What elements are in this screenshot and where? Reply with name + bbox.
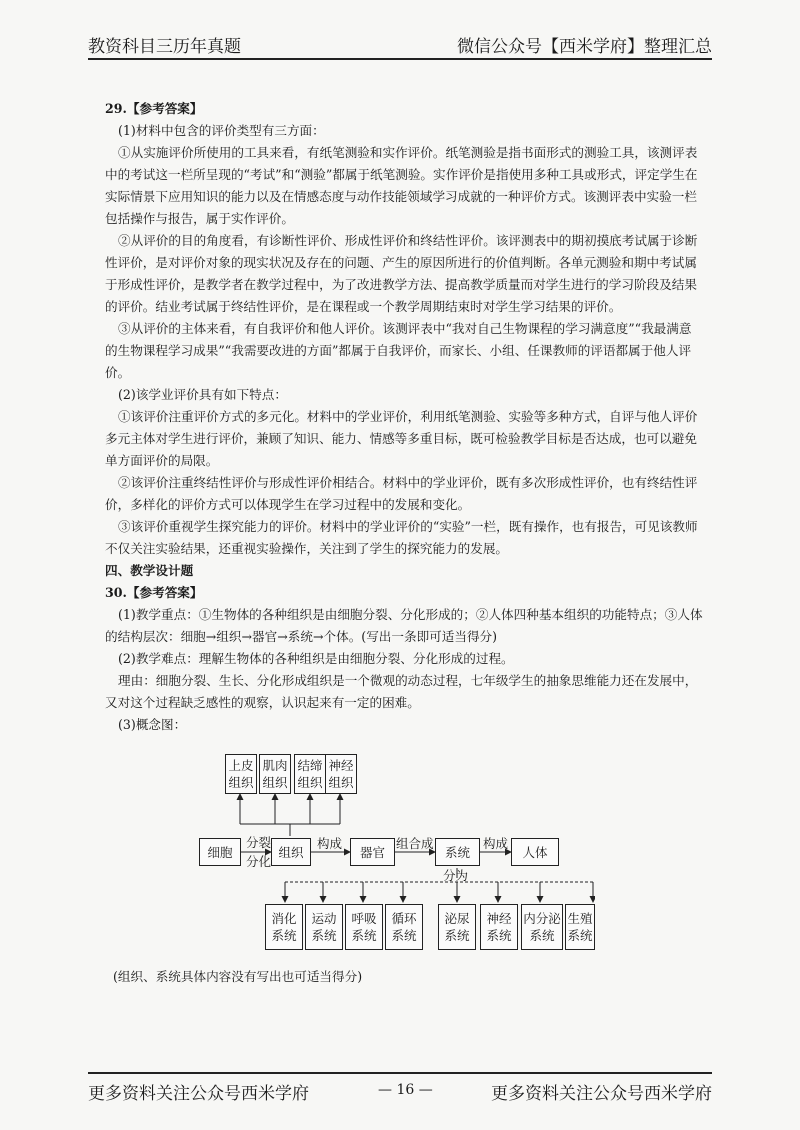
- combine-label: 组合成: [396, 836, 434, 851]
- paragraph: ①该评价注重评价方式的多元化。材料中的学业评价，利用纸笔测验、实验等多种方式，自评与他人评价多元主体对学生进行评价，兼顾了知识、能力、情感等多重目标，既可检验教学目标是否达成，也可以避免单方面评价的局限。: [105, 409, 698, 468]
- paragraph: ②该评价注重终结性评价与形成性评价相结合。材料中的学业评价，既有多次形成性评价，也有终结性评价，多样化的评价方式可以体现学生在学习过程中的发展和变化。: [105, 475, 698, 512]
- paragraph: 理由：细胞分裂、生长、分化形成组织是一个微观的动态过程，七年级学生的抽象思维能力还在发展中，又对这个过程缺乏感性的观察，认识起来有一定的困难。: [105, 673, 698, 710]
- paragraph: ③从评价的主体来看，有自我评价和他人评价。该测评表中“我对自己生物课程的学习满意度”“我最满意的生物课程学习成果”“我需要改进的方面”都属于自我评价，而家长、小组、任课教师的评语都属于他人评价。: [105, 321, 692, 380]
- footer-right: 更多资料关注公众号西米学府: [491, 1084, 712, 1104]
- section-title: 四、教学设计题: [105, 563, 194, 578]
- system-box: 神经系统: [480, 904, 518, 950]
- system-box: 运动系统: [305, 904, 343, 950]
- tissue-node: 组织: [271, 838, 311, 866]
- tissue-box: 神经组织: [325, 754, 357, 794]
- tissue-box: 上皮组织: [225, 754, 257, 794]
- paragraph: (1)教学重点：①生物体的各种组织是由细胞分裂、分化形成的；②人体四种基本组织的功能特点；③人体的结构层次：细胞→组织→器官→系统→个体。(写出一条即可适当得分): [105, 607, 703, 644]
- question-29-title: 29.【参考答案】: [105, 101, 203, 116]
- tissue-box: 结缔组织: [294, 754, 326, 794]
- form2-label: 构成: [483, 836, 509, 851]
- differentiate-label: 分化: [246, 854, 272, 869]
- header-right: 微信公众号【西米学府】整理汇总: [457, 37, 712, 57]
- system-box: 呼吸系统: [345, 904, 383, 950]
- footer-left: 更多资料关注公众号西米学府: [88, 1084, 309, 1104]
- page-footer: [88, 1072, 712, 1104]
- system-box: 生殖系统: [565, 904, 595, 950]
- concept-map: [195, 744, 595, 959]
- paragraph: ②从评价的目的角度看，有诊断性评价、形成性评价和终结性评价。该评测表中的期初摸底考试属于诊断性评价，是对评价对象的现实状况及存在的问题、产生的原因所进行的价值判断。各单元测验和期中考试属于形成性评价，是教学者在教学过程中，为了改进教学方法、提高教学质量而对学生进行的学习阶段及结果的评价。结业考试属于终结性评价，是在课程或一个教学周期结束时对学生学习结果的评价。: [105, 233, 698, 314]
- organ-box: 器官: [350, 838, 395, 866]
- paragraph: (3)概念图：: [118, 717, 187, 732]
- system-box: 泌尿系统: [438, 904, 476, 950]
- header-left: 教资科目三历年真题: [88, 37, 241, 57]
- paragraph: ③该评价重视学生探究能力的评价。材料中的学业评价的“实验”一栏，既有操作，也有报告，可见该教师不仅关注实验结果，还重视实验操作，关注到了学生的探究能力的发展。: [105, 519, 698, 556]
- page-number: — 16 —: [378, 1082, 433, 1098]
- divide-label: 分为: [443, 868, 469, 883]
- body-box: 人体: [511, 838, 559, 866]
- paragraph: ①从实施评价所使用的工具来看，有纸笔测验和实作评价。纸笔测验是指书面形式的测验工具，该测评表中的考试这一栏所呈现的“考试”和“测验”都属于纸笔测验。实作评价是指使用多种工具或形式，评定学生在实际情景下应用知识的能力以及在情感态度与动作技能领域学习成就的一种评价方式。该测评表中实验一栏包括操作与报告，属于实作评价。: [105, 145, 698, 226]
- system-box: 循环系统: [385, 904, 423, 950]
- split-label: 分裂: [246, 835, 272, 850]
- paragraph: (1)材料中包含的评价类型有三方面：: [118, 123, 325, 138]
- paragraph: (2)教学难点：理解生物体的各种组织是由细胞分裂、分化形成的过程。: [118, 651, 514, 666]
- system-node: 系统: [435, 838, 480, 866]
- system-box: 消化系统: [265, 904, 303, 950]
- system-box: 内分泌系统: [521, 904, 563, 950]
- question-30-title: 30.【参考答案】: [105, 585, 203, 600]
- page-header: [88, 28, 712, 60]
- cell-box: 细胞: [199, 838, 241, 866]
- scoring-note: (组织、系统具体内容没有写出也可适当得分): [113, 969, 363, 984]
- paragraph: (2)该学业评价具有如下特点：: [118, 387, 287, 402]
- answer-content: [105, 98, 703, 736]
- form-label: 构成: [317, 836, 343, 851]
- tissue-box: 肌肉组织: [259, 754, 291, 794]
